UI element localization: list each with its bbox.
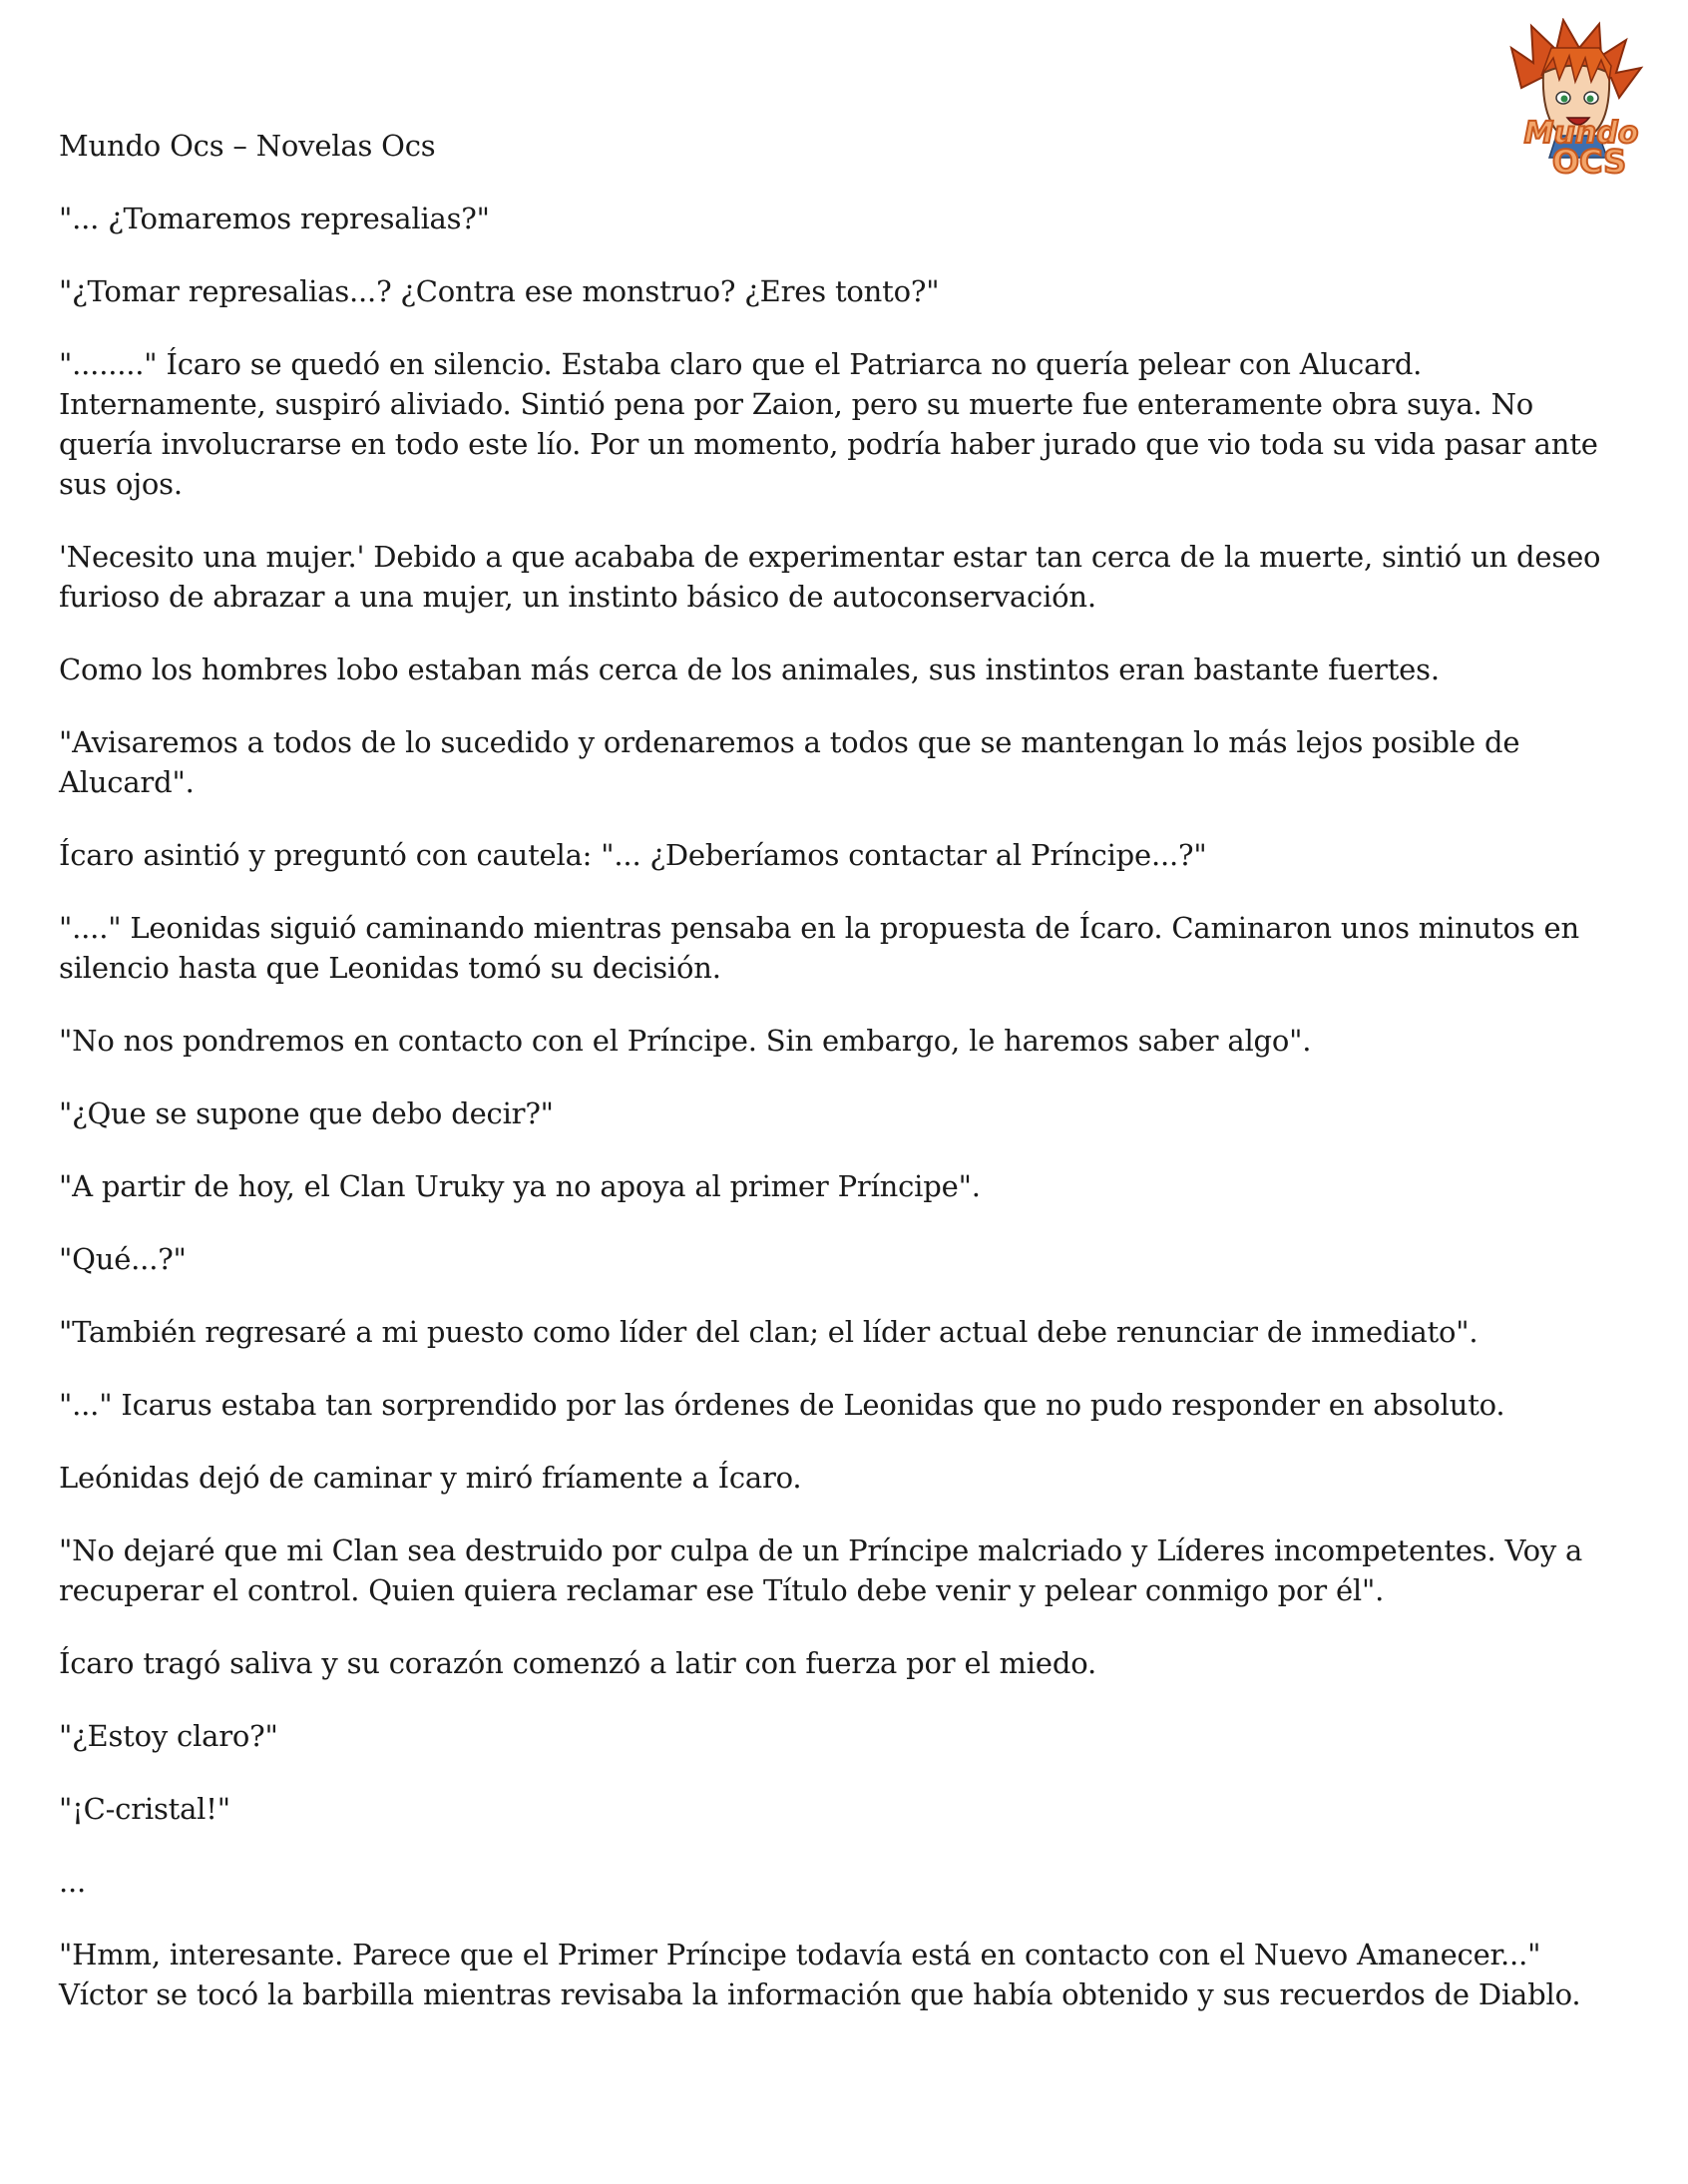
paragraph: "¿Estoy claro?" [59,1719,278,1753]
paragraph: ... [59,1865,87,1899]
document-body [59,126,1635,2047]
paragraph: Ícaro asintió y preguntó con cautela: "... ¿Deberíamos contactar al Príncipe...?" [59,838,1207,872]
paragraph: "Avisaremos a todos de lo sucedido y ordenaremos a todos que se mantengan lo más lejos posible de Alucard". [59,725,1520,799]
paragraph: 'Necesito una mujer.' Debido a que acababa de experimentar estar tan cerca de la muerte, sintió un deseo furioso de abrazar a una mujer, un instinto básico de autoconservación. [59,540,1601,614]
paragraph: "... ¿Tomaremos represalias?" [59,202,490,235]
paragraph: "¿Que se supone que debo decir?" [59,1096,554,1130]
paragraph: "¡C-cristal!" [59,1792,230,1826]
paragraph: "También regresaré a mi puesto como líder del clan; el líder actual debe renunciar de inmediato". [59,1315,1478,1349]
logo-text-ocs: OCS [1551,143,1627,178]
paragraph: "No dejaré que mi Clan sea destruido por culpa de un Príncipe malcriado y Líderes incompetentes. Voy a recuperar el control. Quien quiera reclamar ese Título debe venir y pelear conmigo por él". [59,1533,1583,1607]
paragraph-list [59,199,1635,2014]
paragraph: "...." Leonidas siguió caminando mientras pensaba en la propuesta de Ícaro. Caminaron unos minutos en silencio hasta que Leonidas tomó su decisión. [59,911,1579,985]
paragraph: Ícaro tragó saliva y su corazón comenzó a latir con fuerza por el miedo. [59,1646,1096,1680]
paragraph: "..." Icarus estaba tan sorprendido por las órdenes de Leonidas que no pudo responder en absoluto. [59,1388,1505,1422]
paragraph: Leónidas dejó de caminar y miró fríamente a Ícaro. [59,1461,802,1495]
paragraph: Como los hombres lobo estaban más cerca de los animales, sus instintos eran bastante fuertes. [59,653,1440,686]
paragraph: "A partir de hoy, el Clan Uruky ya no apoya al primer Príncipe". [59,1169,981,1203]
paragraph: "No nos pondremos en contacto con el Príncipe. Sin embargo, le haremos saber algo". [59,1024,1312,1058]
paragraph: "Qué...?" [59,1242,187,1276]
paragraph: "¿Tomar represalias...? ¿Contra ese monstruo? ¿Eres tonto?" [59,274,940,308]
paragraph: "........" Ícaro se quedó en silencio. Estaba claro que el Patriarca no quería pelear con Alucard. Internamente, suspiró aliviado. Sintió pena por Zaion, pero su muerte fue enteramente obra suya. No quería involucrarse en todo este lío. Por un momento, podría haber jurado que vio toda su vida pasar ante sus ojos. [59,347,1598,501]
page-title: Mundo Ocs – Novelas Ocs [59,129,436,163]
paragraph: "Hmm, interesante. Parece que el Primer Príncipe todavía está en contacto con el Nuevo Amanecer..." Víctor se tocó la barbilla mientras revisaba la información que había obtenido y sus recuerdos de Diablo. [59,1938,1581,2011]
logo-text-mundo: Mundo [1523,116,1639,151]
